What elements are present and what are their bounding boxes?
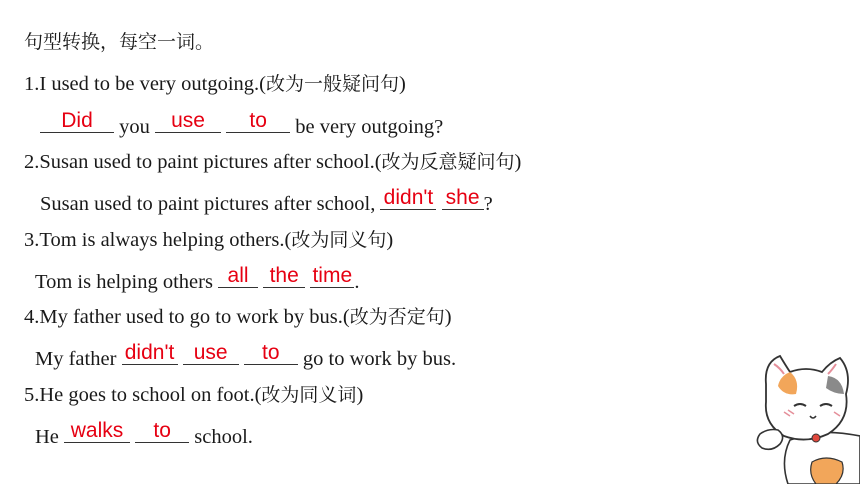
q2-close: )	[514, 151, 522, 173]
q5-lead: He	[35, 426, 59, 448]
question-4-answer-line	[35, 343, 456, 371]
question-4-stem	[24, 305, 452, 329]
q2-lead: Susan used to paint pictures after school,	[40, 193, 376, 215]
answer-text: to	[249, 109, 267, 132]
q3-lead: Tom is helping others	[35, 271, 213, 293]
q1-stem-text: 1.I used to be very outgoing.(	[24, 73, 266, 95]
cartoon-cat-icon	[750, 350, 860, 484]
answer-blank	[40, 111, 114, 133]
q3-stem-text: 3.Tom is always helping others.(	[24, 229, 292, 251]
q5-end: school.	[194, 426, 253, 448]
q4-stem-text: 4.My father used to go to work by bus.(	[24, 306, 350, 328]
answer-blank	[64, 421, 130, 443]
question-1-stem	[24, 72, 406, 96]
q4-task: 改为否定句	[349, 306, 445, 328]
answer-text: Did	[61, 109, 93, 132]
answer-text: use	[171, 109, 205, 132]
answer-blank	[122, 343, 178, 365]
q1-task: 改为一般疑问句	[265, 73, 399, 95]
answer-blank	[244, 343, 298, 365]
q1-text-1: you	[119, 116, 150, 138]
q4-close: )	[444, 306, 452, 328]
answer-blank	[135, 421, 189, 443]
q1-close: )	[398, 73, 406, 95]
q4-lead: My father	[35, 348, 117, 370]
question-5-stem	[24, 383, 363, 407]
q3-end: .	[354, 271, 360, 293]
answer-text: she	[445, 186, 480, 209]
q5-close: )	[356, 384, 364, 406]
answer-text: didn't	[383, 186, 434, 209]
answer-text: to	[153, 419, 171, 442]
q1-text-2: be very outgoing?	[295, 116, 444, 138]
answer-text: time	[312, 264, 353, 287]
question-5-answer-line	[35, 421, 253, 449]
q2-stem-text: 2.Susan used to paint pictures after school.(	[24, 151, 382, 173]
answer-blank	[442, 188, 484, 210]
question-2-answer-line	[40, 188, 493, 216]
question-1-answer-line	[40, 111, 443, 139]
answer-blank	[218, 266, 258, 288]
question-2-stem	[24, 150, 521, 174]
q3-close: )	[386, 229, 394, 251]
answer-blank	[183, 343, 239, 365]
answer-text: the	[269, 264, 299, 287]
answer-text: all	[227, 264, 249, 287]
answer-blank	[310, 266, 354, 288]
answer-text: didn't	[124, 341, 175, 364]
answer-text: to	[262, 341, 280, 364]
answer-blank	[263, 266, 305, 288]
q5-stem-text: 5.He goes to school on foot.(	[24, 384, 262, 406]
q4-end: go to work by bus.	[302, 348, 457, 370]
instruction: 句型转换，每空一词。	[24, 31, 215, 53]
answer-blank	[380, 188, 436, 210]
q3-task: 改为同义句	[291, 229, 387, 251]
answer-blank	[155, 111, 221, 133]
question-3-stem	[24, 228, 393, 252]
answer-text: walks	[70, 419, 124, 442]
q2-task: 改为反意疑问句	[381, 151, 515, 173]
q5-task: 改为同义词	[261, 384, 357, 406]
question-3-answer-line	[35, 266, 359, 294]
q2-end: ?	[483, 193, 493, 215]
answer-text: use	[193, 341, 228, 364]
answer-blank	[226, 111, 290, 133]
